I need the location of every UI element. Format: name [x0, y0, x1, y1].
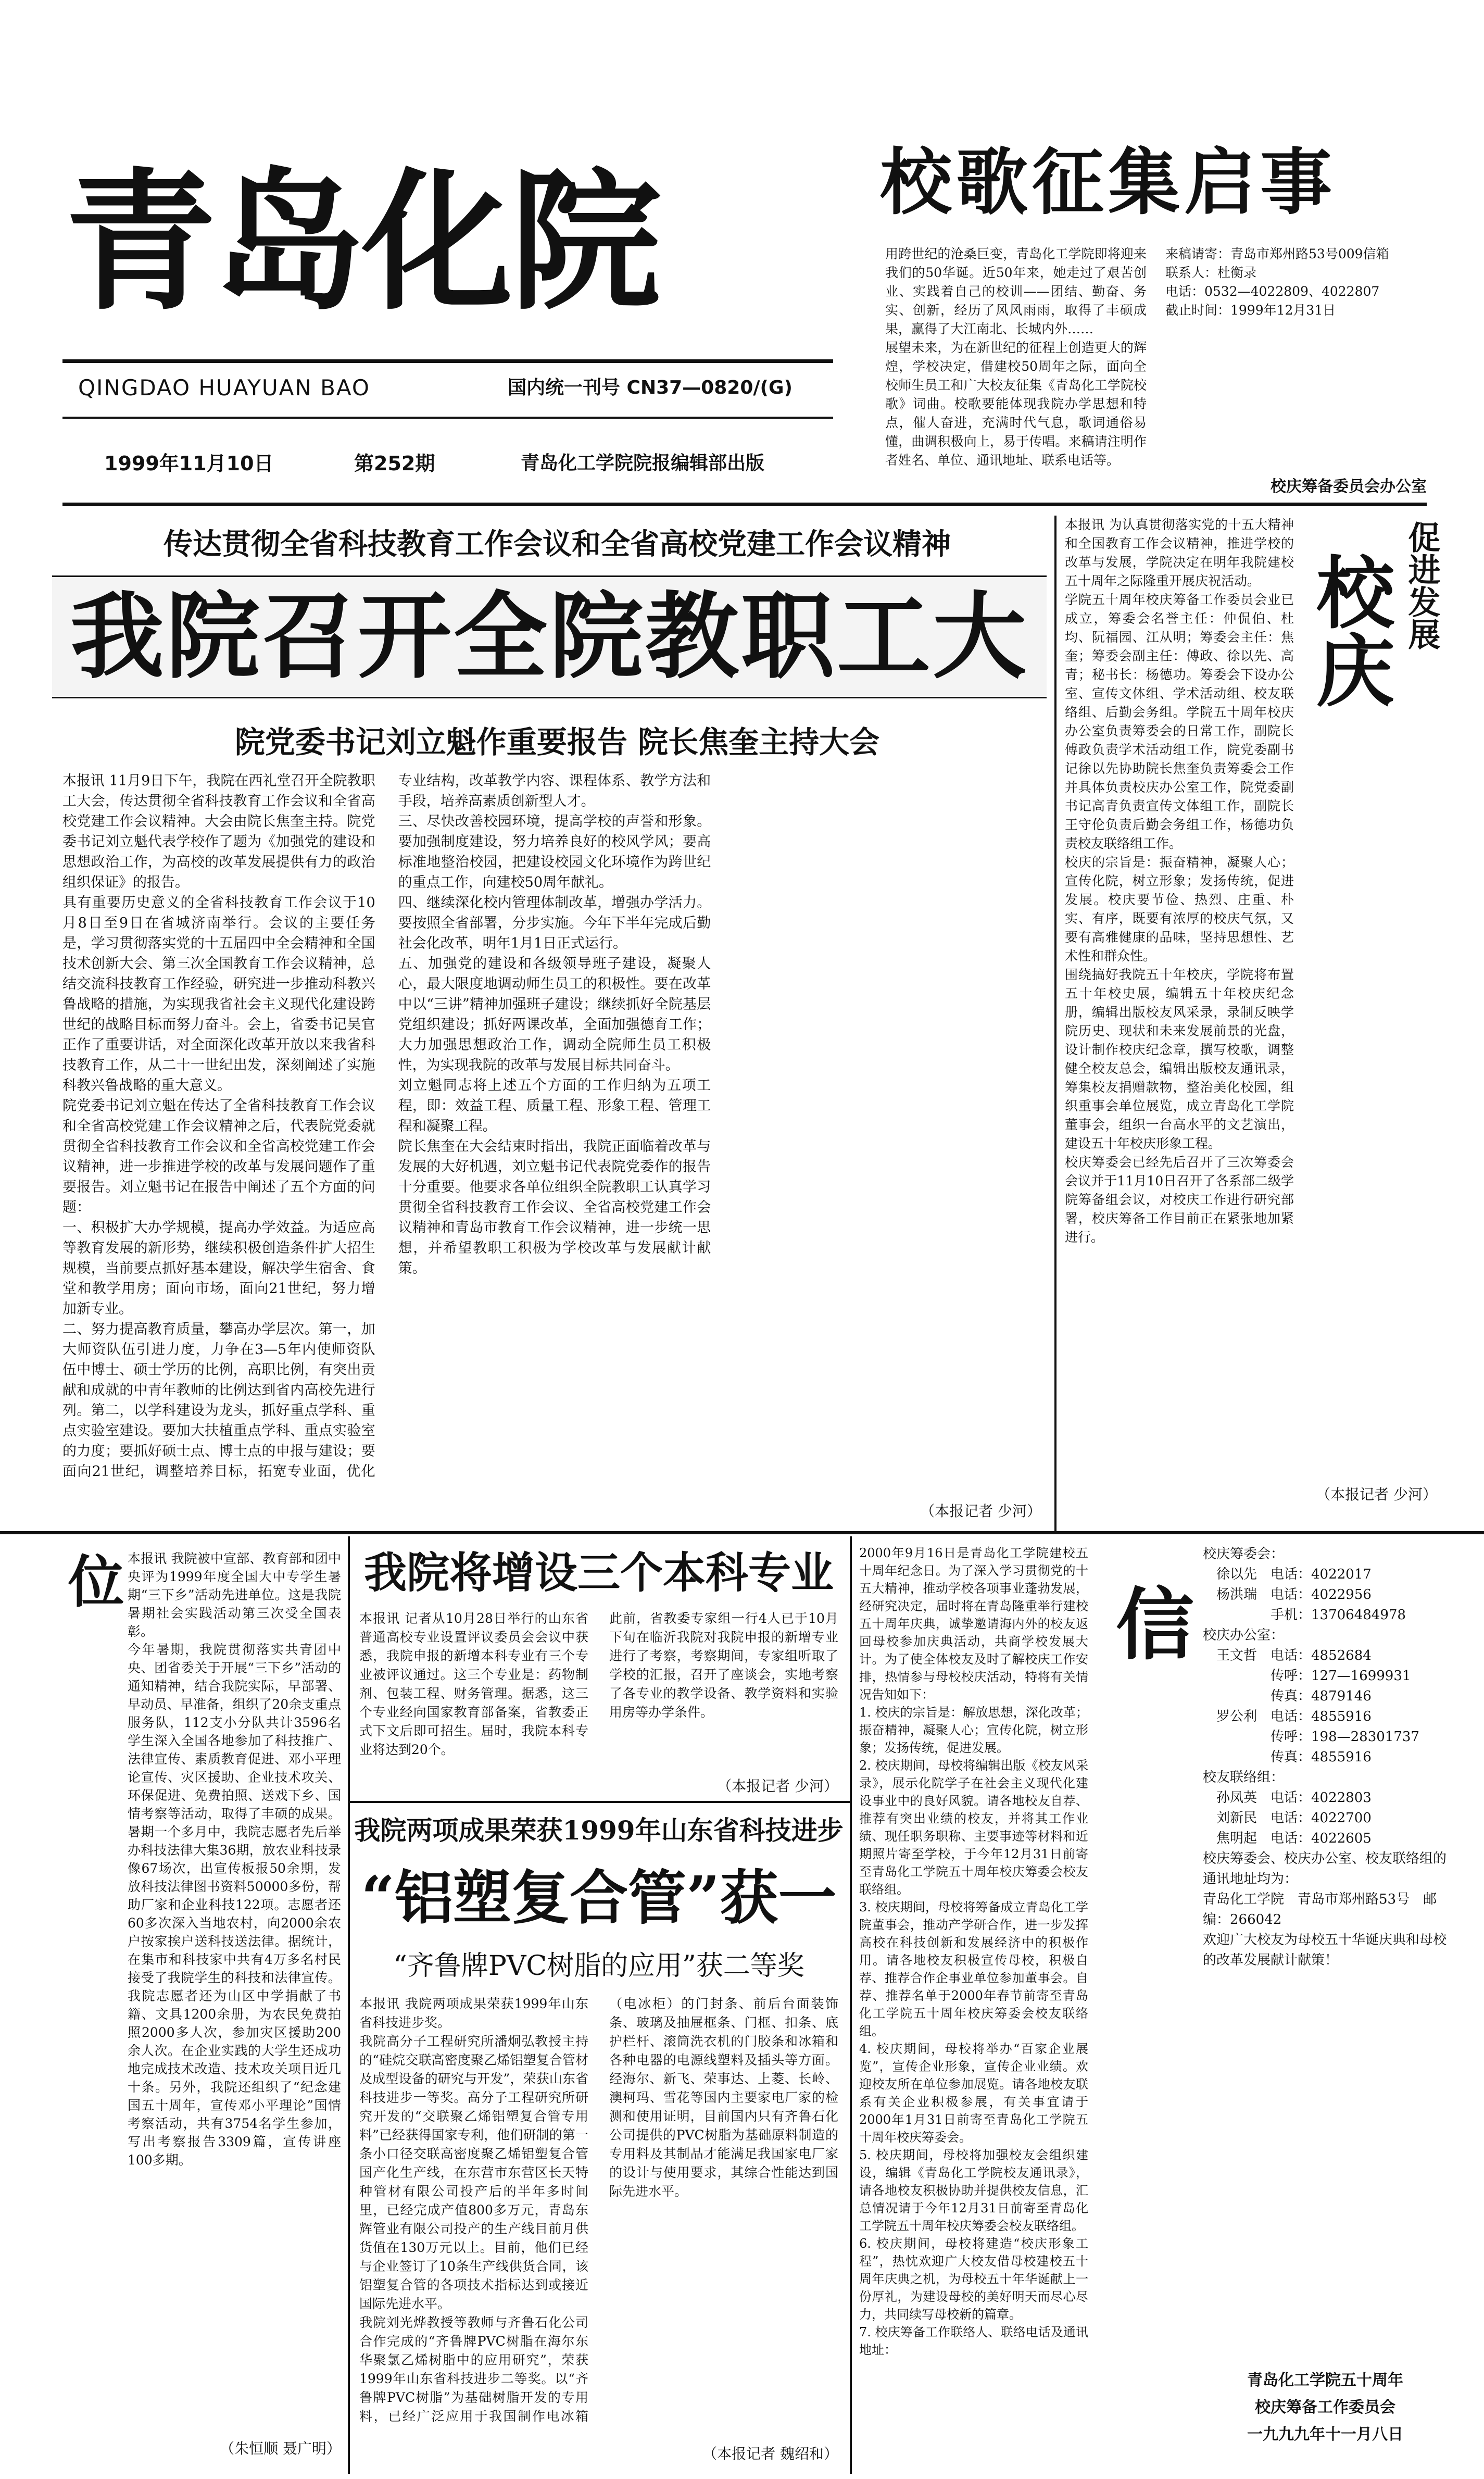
anniv-headline: 校庆 [1303, 552, 1394, 708]
alumni-signature: 青岛化工学院五十周年 校庆筹备工作委员会 一九九九年十一月八日 [1247, 2371, 1403, 2444]
majors-body [359, 1609, 838, 1776]
issue-number: 第252期 [354, 452, 435, 475]
award-kicker: 我院两项成果荣获1999年山东省科技进步 [354, 1815, 844, 1846]
masthead-pinyin: QINGDAO HUAYUAN BAO [78, 375, 370, 400]
award-subhead: “齐鲁牌PVC树脂的应用”获二等奖 [393, 1950, 804, 1982]
majors-byline: （本报记者 少河） [717, 1777, 838, 1795]
anniv-slogan: 促进发展 [1403, 521, 1441, 650]
award-byline: （本报记者 魏绍和） [702, 2445, 838, 2462]
masthead-rule-top [62, 359, 833, 363]
notice-body [885, 245, 1427, 471]
masthead-title: 青岛化院 [65, 154, 659, 331]
lead-subhead: 院党委书记刘立魁作重要报告 院长焦奎主持大会 [234, 724, 880, 760]
lead-divider [1054, 516, 1057, 1531]
notice-signature: 校庆筹备委员会办公室 [1271, 478, 1427, 496]
lead-byline: （本报记者 少河） [920, 1503, 1041, 1520]
masthead-issn: 国内统一刊号 CN37—0820/(G) [508, 377, 793, 398]
issue-date: 1999年11月10日 [104, 452, 274, 475]
summer-byline: （朱恒顺 聂广明） [220, 2440, 341, 2457]
summer-headline: 位 [58, 1552, 124, 1608]
anniv-headline-box [1302, 552, 1395, 1349]
masthead-rule-bottom [62, 503, 1427, 506]
summer-body-text: 本报讯 我院被中宣部、教育部和团中央评为1999年度全国大中专学生暑期“三下乡”活动先进单位。这是我院暑期社会实践活动第三次受全国表彰。 今年暑期，我院贯彻落实共青团中央、团省委关于开展“三下乡”活动的通知精神，结合我院实际，早部署、早动员、早准备，组织了20余支重点服务队，112支小分队共计3596名学生深入全国各地参加了科技推广、法律宣传、素质教育促进、邓小平理论宣传、灾区援助、企业技术攻关、环保促进、免费拍照、送戏下乡、国情考察等活动，取得了丰硕的成果。暑期一个多月中，我院志愿者先后举办科技法律大集36期，放农业科技录像67场次，出宣传板报50余期，发放科技法律图书资料50000多份，帮助厂家和企业科技122项。志愿者还60多次深入当地农村，向2000余农户按家挨户送科技送法律。据统计，在集市和科技家中共有4万多名村民接受了我院学生的科技和法律宣传。我院志愿者还为山区中学捐献了书籍、文具1200余册，为农民免费拍照2000多人次，参加灾区援助200余人次。在企业实践的大学生还成功地完成技术改造、技术攻关项目近几十条。另外，我院还组织了“纪念建国五十周年，宣传邓小平理论”国情考察活动，共有3754名学生参加，写出考察报告3309篇，宣传讲座100多期。 [128, 1551, 341, 2168]
alumni-contacts [1203, 1544, 1448, 2357]
award-body-text: 本报讯 我院两项成果荣获1999年山东省科技进步奖。 我院高分子工程研究所潘炯弘教授主持的“硅烷交联高密度聚乙烯铝塑复合管材及成型设备的研究与开发”，荣获山东省科技进步一等奖。高分子工程研究所研究开发的“交联聚乙烯铝塑复合管专用料”已经获得国家专利，他们研制的第一条小口径交联高密度聚乙烯铝塑复合管国产化生产线，在东营市东营区长天特种管材有限公司投产后的半年多时间里，已经完成产值800多万元，青岛东辉管业有限公司投产的生产线目前月供货值在130万元以上。目前，他们已经与企业签订了10条生产线供货合同，该铝塑复合管的各项技术指标达到或接近国际先进水平。 我院刘光烨教授等教师与齐鲁石化公司合作完成的“齐鲁牌PVC树脂在海尔东华聚氯乙烯树脂中的应用研究”，荣获1999年山东省科技进步二等奖。以“齐鲁牌PVC树脂”为基础树脂开发的专用料，已经广泛应用于我国制作电冰箱（电冰柜）的门封条、前后台面装饰条、玻璃及抽屉框条、门框、扣条、底护栏杆、滚筒洗衣机的门胶条和冰箱和各种电器的电源线塑料及插头等方面。经海尔、新飞、荣事达、上菱、长岭、澳柯玛、雪花等国内主要家电厂家的检测和使用证明，目前国内只有齐鲁石化公司提供的PVC树脂为基础原料制造的专用料及其制品才能满足我国家电厂家的设计与使用要求，其综合性能达到国际先进水平。 [359, 1996, 838, 2424]
lead-body-text: 本报讯 11月9日下午，我院在西礼堂召开全院教职工大会，传达贯彻全省科技教育工作会议和全省高校党建工作会议精神。大会由院长焦奎主持。院党委书记刘立魁代表学校作了题为《加强党的建设和思想政治工作，为高校的改革发展提供有力的政治组织保证》的报告。 具有重要历史意义的全省科技教育工作会议于10月8日至9日在省城济南举行。会议的主要任务是，学习贯彻落实党的十五届四中全会精神和全国技术创新大会、第三次全国教育工作会议精神，总结交流科技教育工作经验，研究进一步推动科教兴鲁战略的措施，为实现我省社会主义现代化建设跨世纪的战略目标而努力奋斗。会上，省委书记吴官正作了重要讲话，对全面深化改革开放以来我省科技教育工作，从二十一世纪出发，深刻阐述了实施科教兴鲁战略的重大意义。 院党委书记刘立魁在传达了全省科技教育工作会议和全省高校党建工作会议精神之后，代表院党委就贯彻全省科技教育工作会议和全省高校党建工作会议精神，进一步推进学校的改革与发展问题作了重要报告。刘立魁书记在报告中阐述了五个方面的问题： 一、积极扩大办学规模，提高办学效益。为适应高等教育发展的新形势，继续积极创造条件扩大招生规模，当前要点抓好基本建设，解决学生宿舍、食堂和教学用房；面向市场，面向21世纪，努力增加新专业。 二、努力提高教育质量，攀高办学层次。第一，加大师资队伍引进力度，力争在3—5年内使师资队伍中博士、硕士学历的比例，高职比例，有突出贡献和成就的中青年教师的比例达到省内高校先进行列。第二，以学科建设为龙头，抓好重点学科、重点实验室建设。要加大扶植重点学科、重点实验室的力度；要抓好硕士点、博士点的申报与建设；要面向21世纪，调整培养目标，拓宽专业面，优化专业结构，改革教学内容、课程体系、教学方法和手段，培养高素质创新型人才。 三、尽快改善校园环境，提高学校的声誉和形象。要加强制度建设，努力培养良好的校风学风；要高标准地整治校园，把建设校园文化环境作为跨世纪的重点工作，向建校50周年献礼。 四、继续深化校内管理体制改革，增强办学活力。要按照全省部署，分步实施。今年下半年完成后勤社会化改革，明年1月1日正式运行。 五、加强党的建设和各级领导班子建设，凝聚人心，最大限度地调动师生员工的积极性。要在改革中以“三讲”精神加强班子建设；继续抓好全院基层党组织建设；抓好两课改革，全面加强德育工作；大力加强思想政治工作，调动全院师生员工积极性，为实现我院的改革与发展目标共同奋斗。 刘立魁同志将上述五个方面的工作归纳为五项工程，即：效益工程、质量工程、形象工程、管理工程和凝聚工程。 院长焦奎在大会结束时指出，我院正面临着改革与发展的大好机遇，刘立魁书记代表院党委作的报告十分重要。他要求各单位组织全院教职工认真学习贯彻全省科技教育工作会议、全省高校党建工作会议精神和青岛市教育工作会议精神，进一步统一思想，并希望教职工积极为学校改革与发展献计献策。 [62, 773, 711, 1480]
lead-body [62, 771, 1047, 1500]
anniv-slogan-box [1401, 521, 1442, 1354]
alumni-headline-box [1099, 1583, 1198, 2364]
masthead-publisher: 青岛化工学院院报编辑部出版 [521, 453, 765, 474]
anniv-body [1065, 516, 1294, 1479]
section-rule [0, 1531, 1484, 1534]
alumni-body [859, 1544, 1088, 2458]
summer-body [128, 1549, 341, 2430]
lead-kicker: 传达贯彻全省科技教育工作会议和全省高校党建工作会议精神 [164, 527, 951, 561]
anniv-byline: （本报记者 少河） [1316, 1486, 1437, 1503]
alumni-body-text: 2000年9月16日是青岛化工学院建校五十周年纪念日。为了深入学习贯彻党的十五大精神，推动学校各项事业蓬勃发展，经研究决定，届时将在青岛隆重举行建校五十周年庆典，诚挚邀请海内外的校友返回母校参加庆典活动，共商学校发展大计。为了使全体校友及时了解校庆工作安排，热情参与母校校庆活动，特将有关情况告知如下： 1. 校庆的宗旨是：解放思想，深化改革；振奋精神，凝聚人心；宣传化院，树立形象；发扬传统，促进发展。 2. 校庆期间，母校将编辑出版《校友风采录》，展示化院学子在社会主义现代化建设事业中的良好风貌。请各地校友自荐、推荐有突出业绩的校友，并将其工作业绩、现任职务职称、主要事迹等材料和近期照片寄至学校，于今年12月31日前寄至青岛化工学院五十周年校庆筹委会校友联络组。 3. 校庆期间，母校将筹备成立青岛化工学院董事会，推动产学研合作，进一步发挥高校在科技创新和发展经济中的积极作用。请各地校友积极宣传母校，积极自荐、推荐合作企事业单位参加董事会。自荐、推荐名单于2000年春节前寄至青岛化工学院五十周年校庆筹委会校友联络组。 4. 校庆期间，母校将举办“百家企业展览”，宣传企业形象，宣传企业业绩。欢迎校友所在单位参加展览。请各地校友联系有关企业积极参展，有关事宜请于2000年1月31日前寄至青岛化工学院五十周年校庆筹委会。 5. 校庆期间，母校将加强校友会组织建设，编辑《青岛化工学院校友通讯录》，请各地校友积极协助并提供校友信息，汇总情况请于今年12月31日前寄至青岛化工学院五十周年校庆筹委会校友联络组。 6. 校庆期间，母校将建造“校庆形象工程”，热忱欢迎广大校友借母校建校五十周年庆典之机，为母校五十年华诞献上一份厚礼，为建设母校的美好明天而尽心尽力，共同续写母校新的篇章。 7. 校庆筹备工作联络人、联络电话及通讯地址： [859, 1546, 1088, 2357]
alumni-divider [850, 1536, 852, 2474]
majors-headline: 我院将增设三个本科专业 [363, 1548, 834, 1598]
award-body [359, 1995, 838, 2443]
notice-title: 校歌征集启事 [880, 141, 1337, 224]
summer-divider [348, 1536, 350, 2474]
majors-rule [350, 1801, 850, 1803]
alumni-contacts-text: 校庆筹委会： 徐以先 电话：4022017 杨洪瑞 电话：4022956 手机：13706484978 校庆办公室： 王文哲 电话：4852684 传呼：127—1699931 传真：4879146 罗公利 电话：4855916 传呼：198—28301737 传真：4855916 校友联络组： 孙凤英 电话：4022803 刘新民 电话：4022700 焦明起 电话：4022605 校庆筹委会、校庆办公室、校友联络组的通讯地址均为： 青岛化工学院 青岛市郑州路53号 邮编：266042 欢迎广大校友为母校五十华诞庆典和母校的改革发展献计献策！ [1203, 1546, 1447, 1968]
anniv-body-text: 本报讯 为认真贯彻落实党的十五大精神和全国教育工作会议精神，推进学校的改革与发展，学院决定在明年我院建校五十周年之际隆重开展庆祝活动。 学院五十周年校庆筹备工作委员会业已成立，筹委会名誉主任：仲侃伯、杜均、阮福园、江从明；筹委会主任：焦奎；筹委会副主任：傅政、徐以先、高青；秘书长：杨德功。筹委会下设办公室、宣传文体组、学术活动组、校友联络组、后勤会务组。学院五十周年校庆办公室负责筹委会的日常工作，副院长傅政负责学术活动组工作，院党委副书记徐以先协助院长焦奎负责筹委会工作并具体负责校庆办公室工作，院党委副书记高青负责宣传文体组工作，副院长王守伦负责后勤会务组工作，杨德功负责校友联络组工作。 校庆的宗旨是：振奋精神，凝聚人心；宣传化院，树立形象；发扬传统，促进发展。校庆要节俭、热烈、庄重、朴实、有序，既要有浓厚的校庆气氛，又要有高雅健康的品味，坚持思想性、艺术性和群众性。 围绕搞好我院五十年校庆，学院将布置五十年校史展，编辑五十年校庆纪念册，编辑出版校友风采录，录制反映学院历史、现状和未来发展前景的光盘，设计制作校庆纪念章，撰写校歌，调整健全校友总会，编辑出版校友通讯录，筹集校友捐赠款物，整治美化校园，组织重事会单位展览，成立青岛化工学院董事会，组织一台高水平的文艺演出，建设五十年校庆形象工程。 校庆筹委会已经先后召开了三次筹委会会议并于11月10日召开了各系部二级学院筹备组会议，对校庆工作进行研究部署，校庆筹备工作目前正在紧张地加紧进行。 [1065, 517, 1294, 1245]
award-headline: “铝塑复合管”获一 [361, 1864, 837, 1932]
summer-headline-box [57, 1552, 125, 2469]
alumni-headline: 信 [1102, 1583, 1194, 1661]
masthead-rule-mid [62, 417, 833, 419]
majors-body-text: 本报讯 记者从10月28日举行的山东省普通高校专业设置评议委员会会议中获悉，我院申报的新增本科专业有三个专业被评议通过。这三个专业是：药物制剂、包装工程、财务管理。据悉，这三个专业经向国家教育部备案，省教委正式下文后即可招生。届时，我院本科专业将达到20个。 此前，省教委专家组一行4人已于10月下旬在临沂我院对我院申报的新增专业进行了考察，考察期间，专家组听取了学校的汇报，召开了座谈会，实地考察了各专业的教学设备、教学资料和实验用房等办学条件。 [359, 1611, 838, 1757]
lead-headline: 我院召开全院教职工大 [52, 575, 1047, 698]
notice-body-text: 用跨世纪的沧桑巨变，青岛化工学院即将迎来我们的50华诞。近50年来，她走过了艰苦创业、实践着自己的校训——团结、勤奋、务实、创新，经历了风风雨雨，取得了丰硕成果，赢得了大江南北、长城内外…… 展望未来，为在新世纪的征程上创造更大的辉煌，学校决定，借建校50周年之际，面向全校师生员工和广大校友征集《青岛化工学院校歌》词曲。校歌要能体现我院办学思想和特点，催人奋进，充满时代气息，歌词通俗易懂，曲调积极向上，易于传唱。来稿请注明作者姓名、单位、通讯地址、联系电话等。 来稿请寄：青岛市郑州路53号009信箱 联系人：杜衡录 电话：0532—4022809、4022807 截止时间：1999年12月31日 [885, 246, 1389, 468]
